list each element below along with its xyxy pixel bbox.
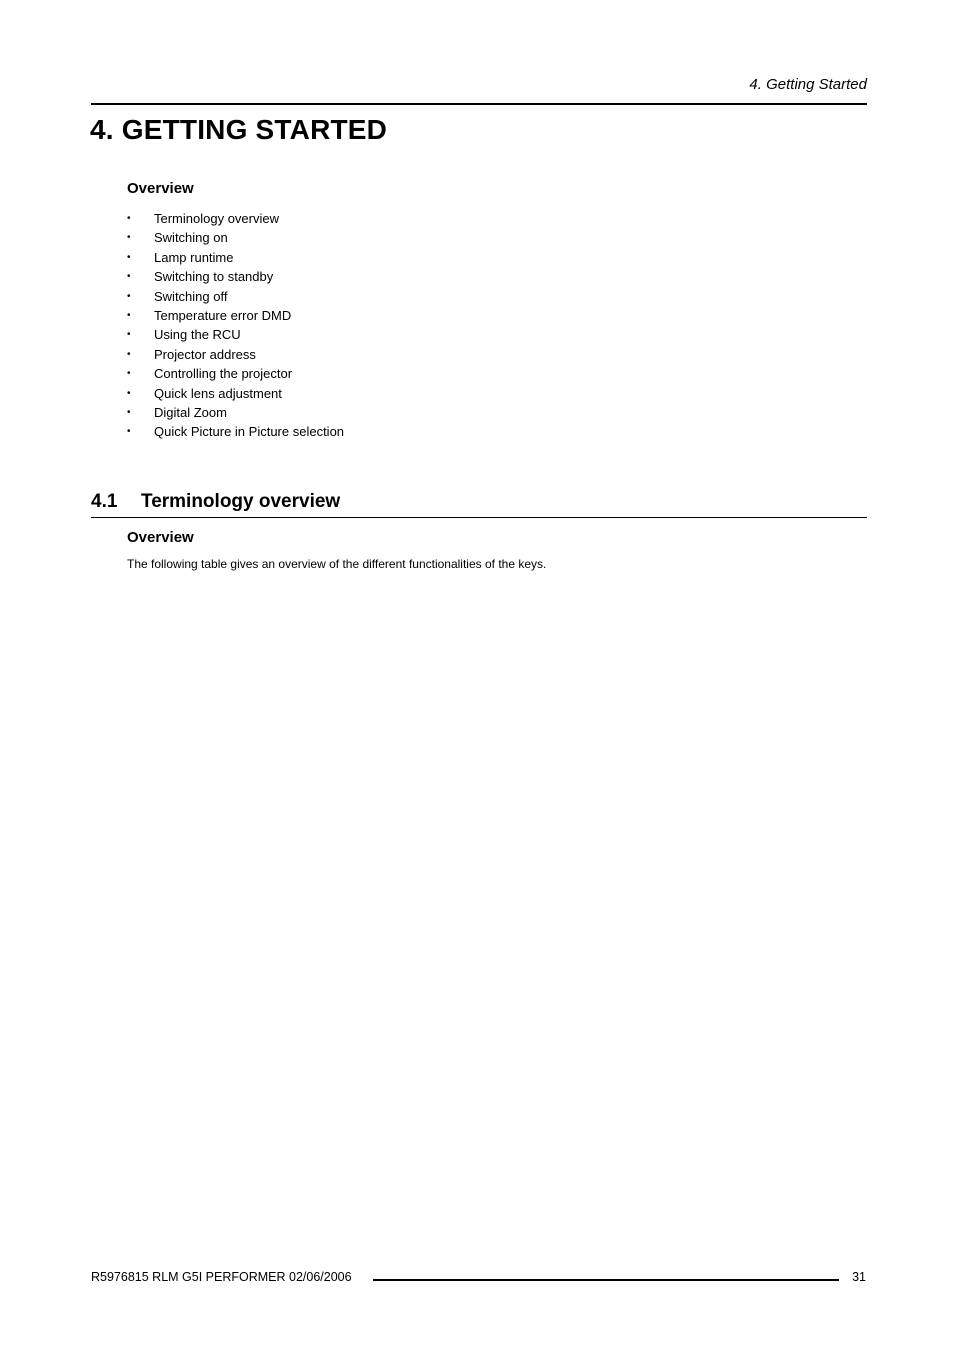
- section-title-text: Terminology overview: [141, 491, 341, 512]
- section-overview-heading: Overview: [127, 529, 194, 546]
- overview-list: [127, 209, 344, 442]
- footer-doc-info: R5976815 RLM G5I PERFORMER 02/06/2006: [91, 1270, 352, 1284]
- list-item-label: Projector address: [154, 346, 256, 362]
- list-item-label: Controlling the projector: [154, 366, 293, 382]
- list-item[interactable]: [127, 306, 344, 325]
- bullet-icon: •: [127, 426, 131, 438]
- bullet-icon: •: [127, 271, 131, 283]
- bullet-icon: •: [127, 368, 131, 380]
- running-header: 4. Getting Started: [749, 76, 867, 93]
- bullet-icon: •: [127, 348, 131, 360]
- chapter-title: 4. GETTING STARTED: [90, 114, 388, 145]
- list-item-label: Switching to standby: [154, 269, 274, 285]
- page-number: 31: [852, 1270, 866, 1284]
- bullet-icon: •: [127, 251, 131, 263]
- list-item[interactable]: [127, 384, 344, 403]
- list-item-label: Temperature error DMD: [154, 307, 292, 323]
- list-item[interactable]: [127, 287, 344, 306]
- list-item[interactable]: [127, 345, 344, 364]
- list-item[interactable]: [127, 403, 344, 422]
- bullet-icon: •: [127, 309, 131, 321]
- section-number: 4.1: [91, 491, 118, 512]
- list-item[interactable]: [127, 209, 344, 228]
- footer-rule: [373, 1279, 839, 1281]
- bullet-icon: •: [127, 290, 131, 302]
- list-item-label: Using the RCU: [154, 327, 241, 343]
- header-rule: [91, 103, 867, 105]
- list-item[interactable]: [127, 422, 344, 441]
- list-item[interactable]: [127, 228, 344, 247]
- list-item-label: Terminology overview: [154, 211, 279, 226]
- list-item-label: Switching off: [154, 288, 228, 304]
- section-title: [91, 490, 340, 514]
- list-item-label: Quick Picture in Picture selection: [154, 424, 345, 440]
- list-item-label: Quick lens adjustment: [154, 385, 282, 401]
- list-item[interactable]: [127, 267, 344, 286]
- section-body-text: The following table gives an overview of the different functionalities of the keys.: [127, 557, 547, 571]
- list-item[interactable]: [127, 325, 344, 344]
- bullet-icon: •: [127, 232, 131, 244]
- bullet-icon: •: [127, 329, 131, 341]
- bullet-icon: •: [127, 213, 131, 224]
- bullet-icon: •: [127, 387, 131, 399]
- overview-heading: Overview: [127, 180, 194, 197]
- section-rule: [91, 517, 867, 518]
- list-item-label: Digital Zoom: [154, 404, 227, 420]
- bullet-icon: •: [127, 406, 131, 418]
- list-item-label: Switching on: [154, 230, 228, 246]
- list-item[interactable]: [127, 364, 344, 383]
- list-item-label: Lamp runtime: [154, 249, 234, 265]
- list-item[interactable]: [127, 248, 344, 267]
